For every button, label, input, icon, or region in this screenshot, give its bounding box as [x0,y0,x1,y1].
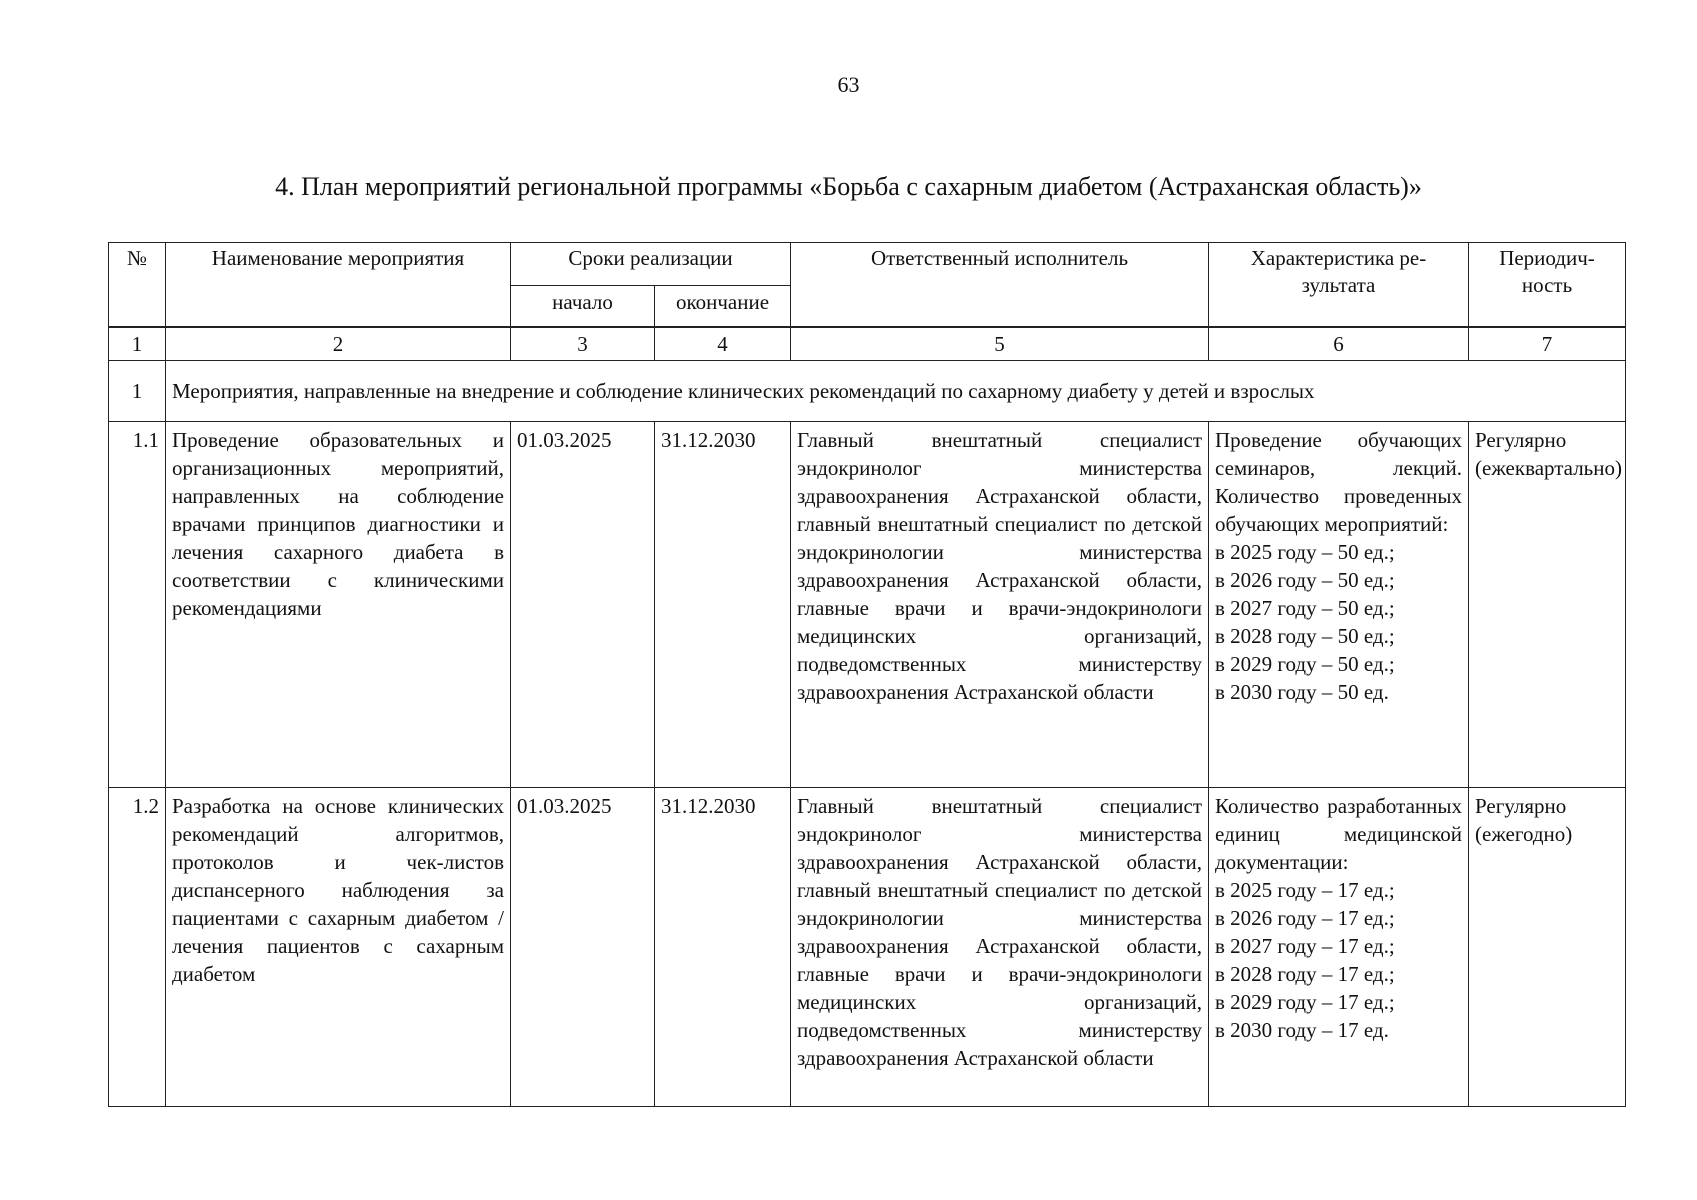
column-number: 6 [1209,328,1469,361]
row-start-date: 01.03.2025 [511,422,655,788]
row-start-date: 01.03.2025 [511,788,655,1107]
column-number: 4 [655,328,791,361]
header-end: окончание [655,286,791,327]
row-num: 1.2 [109,788,166,1107]
row-result [1209,422,1469,788]
row-result-item: в 2029 году – 50 ед.; [1215,652,1395,676]
row-executor: Главный внештатный специалист эндокринолог министерства здравоохранения Астраханской области, главный внештатный специалист по детской эндокринологии министерства здравоохранения Астраханской области, главные врачи и врачи-эндокринологи медицинских организаций, подведомственных министерству здравоохранения Астраханской области [791,788,1209,1107]
row-result-item: в 2025 году – 50 ед.; [1215,540,1395,564]
header-period-line1: Периодич- [1499,246,1595,270]
plan-table [108,242,1626,1107]
row-period: Регулярно (ежегодно) [1469,788,1626,1107]
row-name: Разработка на основе клинических рекомендаций алгоритмов, протоколов и чек-листов диспансерного наблюдения за пациентами с сахарным диабетом / лечения пациентов с сахарным диабетом [166,788,511,1107]
row-result-item: в 2026 году – 17 ед.; [1215,906,1395,930]
row-result-intro: Проведение обучающих семинаров, лекций. Количество проведенных обучающих мероприятий: [1215,428,1462,536]
row-end-date: 31.12.2030 [655,422,791,788]
header-result [1209,243,1469,327]
header-terms: Сроки реализации [511,243,791,286]
row-result-item: в 2025 году – 17 ед.; [1215,878,1395,902]
row-period: Регулярно (ежеквартально) [1469,422,1626,788]
column-number: 5 [791,328,1209,361]
header-start: начало [511,286,655,327]
row-num: 1.1 [109,422,166,788]
row-result [1209,788,1469,1107]
section-title: Мероприятия, направленные на внедрение и соблюдение клинических рекомендаций по сахарному диабету у детей и взрослых [166,361,1626,422]
document-title: 4. План мероприятий региональной программы «Борьба с сахарным диабетом (Астраханская область)» [275,172,1422,201]
row-result-item: в 2030 году – 17 ед. [1215,1018,1389,1042]
row-result-item: в 2026 году – 50 ед.; [1215,568,1395,592]
row-name: Проведение образовательных и организационных мероприятий, направленных на соблюдение врачами принципов диагностики и лечения сахарного диабета в соответствии с клиническими рекомендациями [166,422,511,788]
row-result-item: в 2027 году – 50 ед.; [1215,596,1395,620]
column-number: 3 [511,328,655,361]
header-executor: Ответственный исполнитель [791,243,1209,327]
header-period [1469,243,1626,327]
section-num: 1 [109,361,166,422]
row-result-item: в 2028 году – 50 ед.; [1215,624,1395,648]
row-result-item: в 2028 году – 17 ед.; [1215,962,1395,986]
row-result-item: в 2030 году – 50 ед. [1215,680,1389,704]
page-number: 63 [837,72,860,97]
row-result-intro: Количество разработанных единиц медицинской документации: [1215,794,1462,874]
section-row [109,361,1626,422]
column-number-row [109,328,1626,361]
column-number: 2 [166,328,511,361]
row-end-date: 31.12.2030 [655,788,791,1107]
table-row [109,788,1626,1107]
column-number: 7 [1469,328,1626,361]
header-result-line2: зультата [1301,273,1376,297]
row-result-item: в 2027 году – 17 ед.; [1215,934,1395,958]
row-result-item: в 2029 году – 17 ед.; [1215,990,1395,1014]
header-num: № [109,243,166,327]
header-result-line1: Характеристика ре- [1250,246,1427,270]
header-name: Наименование мероприятия [166,243,511,327]
row-executor: Главный внештатный специалист эндокринолог министерства здравоохранения Астраханской области, главный внештатный специалист по детской эндокринологии министерства здравоохранения Астраханской области, главные врачи и врачи-эндокринологи медицинских организаций, подведомственных министерству здравоохранения Астраханской области [791,422,1209,788]
table-row [109,422,1626,788]
column-number: 1 [109,328,166,361]
header-period-line2: ность [1521,273,1573,297]
